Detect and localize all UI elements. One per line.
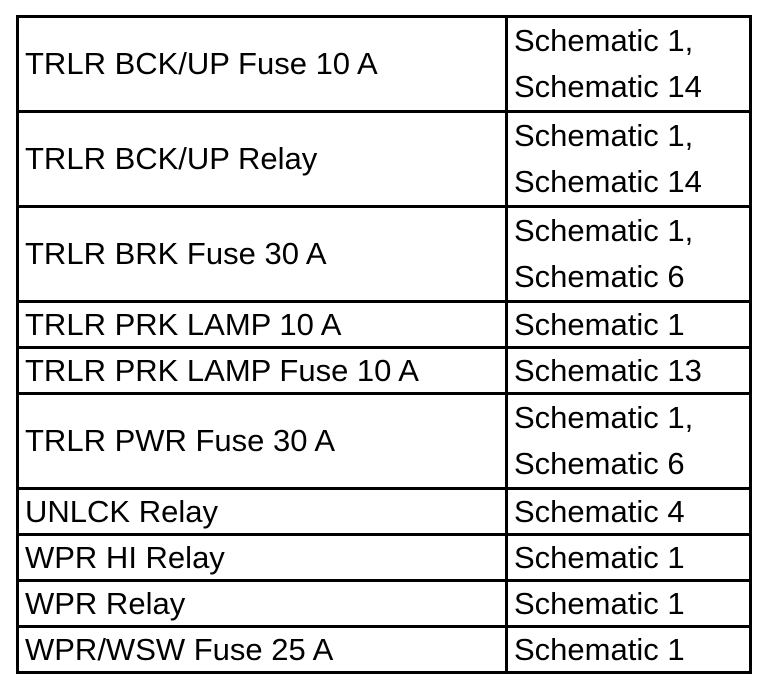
component-cell: TRLR PWR Fuse 30 A	[18, 394, 507, 489]
schematic-cell	[507, 394, 751, 489]
schematic-ref: Schematic 1,	[514, 213, 694, 248]
table-row	[18, 489, 751, 535]
schematic-cell: Schematic 1	[507, 302, 751, 348]
table-row	[18, 535, 751, 581]
table-row	[18, 17, 751, 112]
schematic-cell: Schematic 1	[507, 627, 751, 673]
schematic-ref: Schematic 6	[514, 259, 685, 294]
table-row	[18, 302, 751, 348]
schematic-ref: Schematic 1,	[514, 118, 694, 153]
schematic-cell: Schematic 1	[507, 535, 751, 581]
schematic-ref: Schematic 1,	[514, 400, 694, 435]
table-row	[18, 348, 751, 394]
table-row	[18, 581, 751, 627]
component-schematic-table	[16, 15, 752, 674]
component-cell: WPR/WSW Fuse 25 A	[18, 627, 507, 673]
table-row	[18, 627, 751, 673]
schematic-cell: Schematic 13	[507, 348, 751, 394]
table-row	[18, 112, 751, 207]
schematic-cell	[507, 207, 751, 302]
component-cell: TRLR PRK LAMP 10 A	[18, 302, 507, 348]
schematic-cell: Schematic 1	[507, 581, 751, 627]
schematic-cell: Schematic 4	[507, 489, 751, 535]
schematic-ref: Schematic 14	[514, 164, 702, 199]
schematic-cell	[507, 17, 751, 112]
table-row	[18, 394, 751, 489]
component-cell: UNLCK Relay	[18, 489, 507, 535]
table-row	[18, 207, 751, 302]
schematic-ref: Schematic 14	[514, 69, 702, 104]
component-cell: TRLR PRK LAMP Fuse 10 A	[18, 348, 507, 394]
component-cell: TRLR BCK/UP Relay	[18, 112, 507, 207]
component-cell: WPR Relay	[18, 581, 507, 627]
schematic-cell	[507, 112, 751, 207]
component-cell: TRLR BRK Fuse 30 A	[18, 207, 507, 302]
schematic-ref: Schematic 6	[514, 446, 685, 481]
component-cell: WPR HI Relay	[18, 535, 507, 581]
schematic-ref: Schematic 1,	[514, 23, 694, 58]
component-cell: TRLR BCK/UP Fuse 10 A	[18, 17, 507, 112]
